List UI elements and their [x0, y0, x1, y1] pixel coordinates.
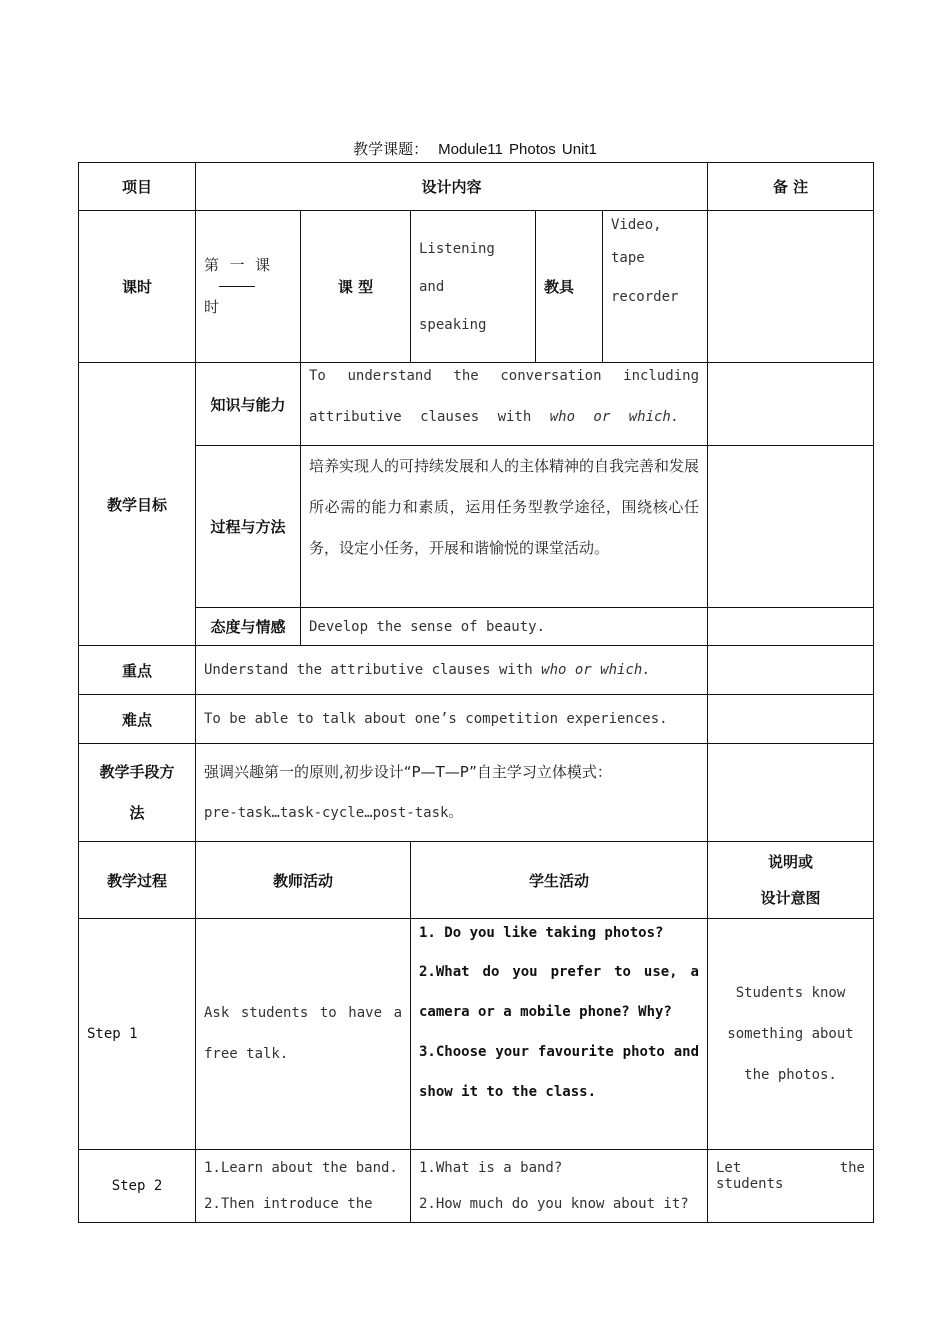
- header-content: 设计内容: [196, 163, 708, 211]
- step-2-teacher: [196, 1150, 411, 1223]
- key-point-remark: [708, 646, 874, 695]
- period-lesson: [196, 211, 301, 363]
- key-point-text: [196, 646, 708, 695]
- tools-value-line-2: tape: [611, 250, 645, 266]
- process-text: 培养实现人的可持续发展和人的主体精神的自我完善和发展所必需的能力和素质，运用任务型教学途径，围绕核心任务，设定小任务，开展和谐愉悦的课堂活动。: [301, 446, 708, 608]
- methods-label-line-2: 法: [129, 803, 145, 822]
- knowledge-row: [79, 363, 874, 446]
- tools-value-line-1: Video,: [611, 217, 662, 233]
- methods-text-line-2: pre-task…task-cycle…post-task。: [204, 804, 463, 821]
- type-label: 课 型: [301, 211, 411, 363]
- key-point-row: [79, 646, 874, 695]
- step-2-student: [411, 1150, 708, 1223]
- tools-value: [603, 211, 708, 363]
- type-value: [411, 211, 536, 363]
- process-header-teacher: 教师活动: [196, 842, 411, 919]
- title-topic: Module11 Photos Unit1: [438, 141, 597, 158]
- type-value-line-2: and: [419, 278, 445, 295]
- key-point-plain: Understand the attributive clauses with: [204, 662, 542, 678]
- methods-text: [196, 744, 708, 842]
- process-method-row: [79, 446, 874, 608]
- step-2-student-q2: 2.How much do you know about it?: [419, 1196, 689, 1212]
- difficulty-remark: [708, 695, 874, 744]
- key-point-label: 重点: [79, 646, 196, 695]
- knowledge-plain: To understand the conversation including attributive clauses with: [309, 368, 699, 425]
- period-label: 课时: [79, 211, 196, 363]
- lesson-pre: 第: [204, 256, 220, 274]
- methods-row: [79, 744, 874, 842]
- methods-label-line-1: 教学手段方: [99, 762, 175, 781]
- methods-label: [79, 744, 196, 842]
- knowledge-text: [301, 363, 708, 446]
- step-1-student-q3: 3.Choose your favourite photo and show it to the class.: [419, 1044, 699, 1100]
- process-header-student: 学生活动: [411, 842, 708, 919]
- knowledge-remark: [708, 363, 874, 446]
- attitude-text: Develop the sense of beauty.: [301, 608, 708, 646]
- step-2-teacher-line-1: 1.Learn about the band.: [204, 1160, 398, 1176]
- step-1-student: [411, 919, 708, 1150]
- key-point-italic: who or which.: [541, 662, 651, 678]
- step-1-row: [79, 919, 874, 1150]
- type-value-line-3: speaking: [419, 316, 487, 333]
- difficulty-row: [79, 695, 874, 744]
- header-item: 项目: [79, 163, 196, 211]
- tools-label: 教具: [536, 211, 603, 363]
- lesson-plan-table: [78, 162, 874, 1223]
- header-remark: 备 注: [708, 163, 874, 211]
- knowledge-italic: who or which.: [549, 409, 680, 425]
- process-header-note: [708, 842, 874, 919]
- process-label: 过程与方法: [196, 446, 301, 608]
- process-remark: [708, 446, 874, 608]
- step-1-name: Step 1: [79, 919, 196, 1150]
- type-value-line-1: Listening: [419, 240, 495, 257]
- step-2-note: Let the students: [708, 1150, 874, 1223]
- step-2-teacher-line-2: 2.Then introduce the: [204, 1196, 373, 1212]
- knowledge-label: 知识与能力: [196, 363, 301, 446]
- step-1-student-q1: 1. Do you like taking photos?: [419, 925, 664, 941]
- process-header-row: [79, 842, 874, 919]
- lesson-end: 时: [204, 298, 220, 316]
- process-header-note-1: 说明或: [767, 853, 813, 871]
- difficulty-text: To be able to talk about one’s competition experiences.: [196, 695, 708, 744]
- step-1-note: Students know something about the photos.: [708, 919, 874, 1150]
- step-2-student-q1: 1.What is a band?: [419, 1160, 563, 1176]
- lesson-post: 课: [255, 256, 271, 274]
- attitude-row: [79, 608, 874, 646]
- header-row: [79, 163, 874, 211]
- attitude-label: 态度与情感: [196, 608, 301, 646]
- process-header-process: 教学过程: [79, 842, 196, 919]
- lesson-title: [0, 138, 950, 161]
- methods-remark: [708, 744, 874, 842]
- tools-value-line-3: recorder: [611, 289, 679, 305]
- difficulty-label: 难点: [79, 695, 196, 744]
- step-1-teacher: Ask students to have a free talk.: [196, 919, 411, 1150]
- step-2-name: Step 2: [79, 1150, 196, 1223]
- lesson-number: 一: [219, 245, 255, 287]
- title-prefix: 教学课题：: [353, 140, 429, 158]
- period-remark: [708, 211, 874, 363]
- process-header-note-2: 设计意图: [760, 889, 821, 907]
- attitude-remark: [708, 608, 874, 646]
- objectives-label: 教学目标: [79, 363, 196, 646]
- step-2-row: [79, 1150, 874, 1223]
- methods-text-line-1: 强调兴趣第一的原则,初步设计“P—T—P”自主学习立体模式：: [204, 762, 612, 781]
- step-1-student-q2: 2.What do you prefer to use, a camera or a mobile phone? Why?: [419, 964, 699, 1020]
- period-row: [79, 211, 874, 363]
